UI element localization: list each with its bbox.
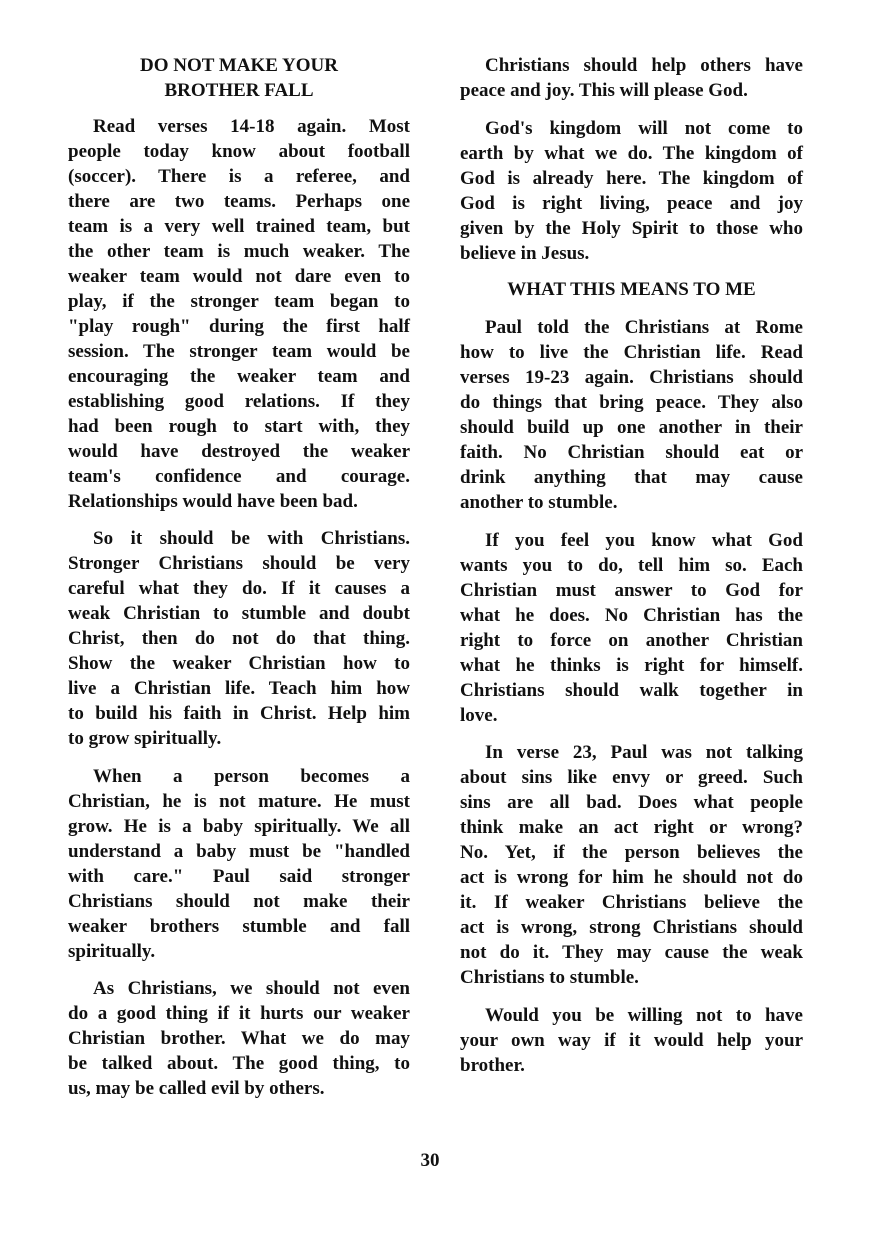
text-line: God's kingdom will not come to [485, 118, 803, 139]
text-line: given by the Holy Spirit to those who [460, 218, 803, 239]
text-line: "play rough" during the first half [68, 316, 410, 337]
text-line: Christians to stumble. [460, 967, 639, 988]
text-line: establishing good relations. If they [68, 391, 410, 412]
paragraph [68, 526, 410, 751]
text-line: God is right living, peace and joy [460, 193, 803, 214]
paragraph [460, 315, 803, 515]
text-line: with care." Paul said stronger [68, 866, 410, 887]
text-line: Christians should not make their [68, 891, 410, 912]
text-line: Christians should walk together in [460, 680, 803, 701]
text-line: team is a very well trained team, but [68, 216, 410, 237]
text-line: wants you to do, tell him so. Each [460, 555, 803, 576]
text-line: session. The stronger team would be [68, 341, 410, 362]
text-line: Paul told the Christians at Rome [485, 317, 803, 338]
text-line: about sins like envy or greed. Such [460, 767, 803, 788]
text-line: weak Christian to stumble and doubt [68, 603, 410, 624]
text-line: be talked about. The good thing, to [68, 1053, 410, 1074]
left-heading [68, 53, 410, 103]
text-line: faith. No Christian should eat or [460, 442, 803, 463]
text-line: If you feel you know what God [485, 530, 803, 551]
text-line: act is wrong for him he should not do [460, 867, 803, 888]
text-line: right to force on another Christian [460, 630, 803, 651]
right-heading [460, 277, 803, 302]
text-line: Christian must answer to God for [460, 580, 803, 601]
text-line: Stronger Christians should be very [68, 553, 410, 574]
text-line: love. [460, 705, 498, 726]
paragraph [460, 740, 803, 990]
text-line: peace and joy. This will please God. [460, 80, 748, 101]
text-line: drink anything that may cause [460, 467, 803, 488]
text-line: weaker team would not dare even to [68, 266, 410, 287]
text-line: When a person becomes a [93, 766, 410, 787]
text-line: people today know about football [68, 141, 410, 162]
text-line: do things that bring peace. They also [460, 392, 803, 413]
page-number: 30 [420, 1150, 440, 1171]
text-line: So it should be with Christians. [93, 528, 410, 549]
text-line: Christians should help others have [485, 55, 803, 76]
text-line: In verse 23, Paul was not talking [485, 742, 803, 763]
text-line: (soccer). There is a referee, and [68, 166, 410, 187]
text-line: your own way if it would help your [460, 1030, 803, 1051]
text-line: how to live the Christian life. Read [460, 342, 803, 363]
heading-line: BROTHER FALL [164, 80, 314, 101]
text-line: understand a baby must be "handled [68, 841, 410, 862]
text-line: Read verses 14-18 again. Most [93, 116, 410, 137]
text-line: Christian, he is not mature. He must [68, 791, 410, 812]
text-line: there are two teams. Perhaps one [68, 191, 410, 212]
text-line: God is already here. The kingdom of [460, 168, 803, 189]
paragraph [460, 1003, 803, 1078]
paragraph [68, 764, 410, 964]
text-line: what he thinks is right for himself. [460, 655, 803, 676]
text-line: Relationships would have been bad. [68, 491, 358, 512]
paragraph [460, 528, 803, 728]
text-line: team's confidence and courage. [68, 466, 410, 487]
text-line: would have destroyed the weaker [68, 441, 410, 462]
text-line: careful what they do. If it causes a [68, 578, 410, 599]
text-line: brother. [460, 1055, 525, 1076]
text-line: Christian brother. What we do may [68, 1028, 410, 1049]
text-line: to grow spiritually. [68, 728, 222, 749]
text-line: us, may be called evil by others. [68, 1078, 325, 1099]
text-line: verses 19-23 again. Christians should [460, 367, 803, 388]
paragraph [460, 53, 803, 103]
text-line: had been rough to start with, they [68, 416, 410, 437]
text-line: weaker brothers stumble and fall [68, 916, 410, 937]
text-line: spiritually. [68, 941, 156, 962]
text-line: another to stumble. [460, 492, 618, 513]
text-line: to build his faith in Christ. Help him [68, 703, 410, 724]
text-line: earth by what we do. The kingdom of [460, 143, 803, 164]
text-line: grow. He is a baby spiritually. We all [68, 816, 410, 837]
paragraph [68, 114, 410, 514]
text-line: Show the weaker Christian how to [68, 653, 410, 674]
text-line: Christ, then do not do that thing. [68, 628, 410, 649]
text-line: live a Christian life. Teach him how [68, 678, 410, 699]
heading-line: DO NOT MAKE YOUR [140, 55, 338, 76]
paragraph [460, 116, 803, 266]
heading-line: WHAT THIS MEANS TO ME [507, 279, 756, 300]
text-line: what he does. No Christian has the [460, 605, 803, 626]
text-line: do a good thing if it hurts our weaker [68, 1003, 410, 1024]
text-line: play, if the stronger team began to [68, 291, 410, 312]
text-line: sins are all bad. Does what people [460, 792, 803, 813]
text-line: Would you be willing not to have [485, 1005, 803, 1026]
paragraph [68, 976, 410, 1101]
text-line: As Christians, we should not even [93, 978, 410, 999]
text-line: should build up one another in their [460, 417, 803, 438]
text-line: believe in Jesus. [460, 243, 590, 264]
text-line: not do it. They may cause the weak [460, 942, 803, 963]
text-line: encouraging the weaker team and [68, 366, 410, 387]
text-line: act is wrong, strong Christians should [460, 917, 803, 938]
text-line: it. If weaker Christians believe the [460, 892, 803, 913]
text-line: think make an act right or wrong? [460, 817, 803, 838]
text-line: No. Yet, if the person believes the [460, 842, 803, 863]
text-line: the other team is much weaker. The [68, 241, 410, 262]
